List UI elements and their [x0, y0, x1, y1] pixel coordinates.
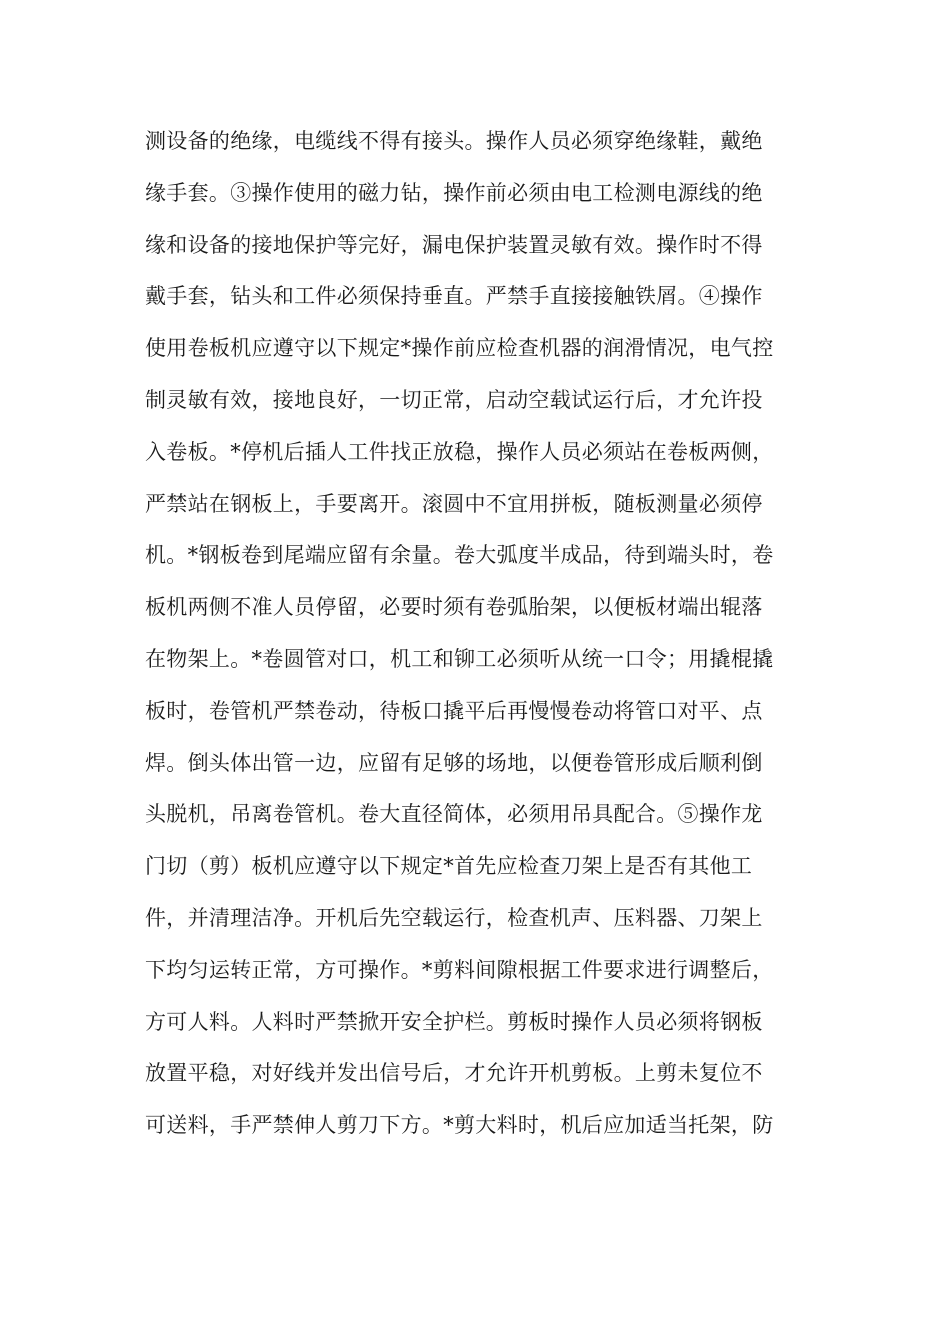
- text-line-11: 在物架上。*卷圆管对口，机工和铆工必须听从统一口令；用撬棍撬: [145, 646, 774, 671]
- body-text: [145, 116, 815, 1152]
- text-line-8: 严禁站在钢板上，手要离开。滚圆中不宜用拼板，随板测量必须停: [145, 491, 763, 516]
- text-line-7: 入卷板。*停机后插人工件找正放稳，操作人员必须站在卷板两侧，: [145, 439, 774, 464]
- text-line-2: 缘手套。③操作使用的磁力钻，操作前必须由电工检测电源线的绝: [145, 180, 763, 205]
- text-line-15: 门切（剪）板机应遵守以下规定*首先应检查刀架上是否有其他工: [145, 854, 753, 879]
- text-line-20: 可送料，手严禁伸人剪刀下方。*剪大料时，机后应加适当托架，防: [145, 1113, 774, 1138]
- text-line-13: 焊。倒头体出管一边，应留有足够的场地，以便卷管形成后顺利倒: [145, 750, 763, 775]
- text-line-9: 机。*钢板卷到尾端应留有余量。卷大弧度半成品，待到端头时，卷: [145, 543, 774, 568]
- text-line-10: 板机两侧不准人员停留，必要时须有卷弧胎架，以便板材端出辊落: [145, 595, 763, 620]
- text-line-19: 放置平稳，对好线并发出信号后，才允许开机剪板。上剪未复位不: [145, 1061, 763, 1086]
- text-line-14: 头脱机，吊离卷管机。卷大直径简体，必须用吊具配合。⑤操作龙: [145, 802, 763, 827]
- text-line-6: 制灵敏有效，接地良好，一切正常，启动空载试运行后，才允许投: [145, 387, 763, 412]
- text-line-5: 使用卷板机应遵守以下规定*操作前应检查机器的润滑情况，电气控: [145, 336, 774, 361]
- text-line-4: 戴手套，钻头和工件必须保持垂直。严禁手直接接触铁屑。④操作: [145, 284, 763, 309]
- text-line-18: 方可人料。人料时严禁掀开安全护栏。剪板时操作人员必须将钢板: [145, 1009, 763, 1034]
- text-line-1: 测设备的绝缘，电缆线不得有接头。操作人员必须穿绝缘鞋，戴绝: [145, 129, 763, 153]
- text-line-17: 下均匀运转正常，方可操作。*剪料间隙根据工件要求进行调整后，: [145, 957, 774, 982]
- text-line-3: 缘和设备的接地保护等完好，漏电保护装置灵敏有效。操作时不得: [145, 232, 763, 257]
- text-line-12: 板时，卷管机严禁卷动，待板口撬平后再慢慢卷动将管口对平、点: [145, 698, 763, 723]
- text-line-16: 件，并清理洁净。开机后先空载运行，检查机声、压料器、刀架上: [145, 905, 763, 930]
